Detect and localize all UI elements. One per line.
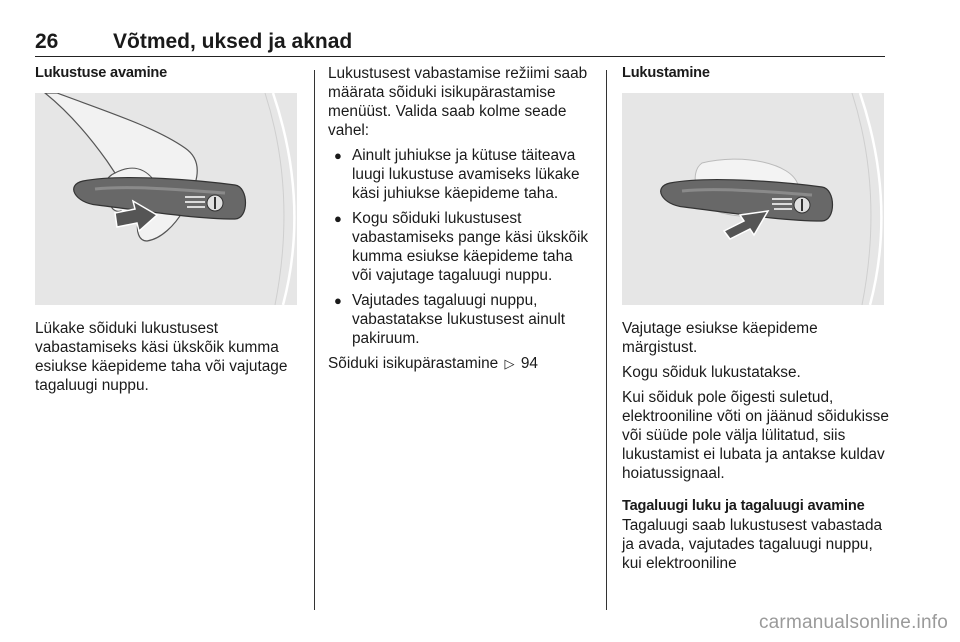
watermark: carmanualsonline.info [758,612,948,633]
paragraph: Tagaluugi saab lukustusest vabastada ja avada, vajutades tagaluugi nuppu, kui elektrooniline [622,517,883,572]
page-number: 26 [35,30,59,53]
paragraph: Kui sõiduk pole õigesti suletud, elektrooniline võti on jäänud sõidukisse või süüde pole välja lülitatud, siis lukustamist ei lubata ja antakse kuldav hoiatussignaal. [622,389,889,482]
column-unlock [35,64,303,401]
page-reference-icon: ▷ [504,356,515,371]
figure-caption: Lükake sõiduki lukustusest vabastamiseks käsi ükskõik kumma esiukse käepideme taha või vajutage tagaluugi nuppu. [35,320,288,394]
section-heading-unlock: Lukustuse avamine [35,65,168,81]
header-rule [35,56,885,57]
door-handle-illustration [622,93,884,305]
figure-press-handle [622,93,884,305]
intro-paragraph: Lukustusest vabastamise režiimi saab määrata sõiduki isikupärastamise menüüst. Valida saab kolme seade vahel: [328,65,588,139]
page-header [35,30,885,54]
column-divider [314,70,315,610]
page-title: Võtmed, uksed ja aknad [113,30,353,53]
figure-hand-behind-handle [35,93,297,305]
door-handle-illustration [35,93,297,305]
column-locking [622,64,890,579]
section-heading-tailgate: Tagaluugi luku ja tagaluugi avamine [622,498,865,514]
column-unlock-modes [328,64,596,379]
list-item: ● Ainult juhiukse ja kütuse täiteava luugi lukustuse avamiseks lükake käsi juhiukse käepideme taha. [334,147,580,202]
paragraph: Kogu sõiduk lukustatakse. [622,364,801,381]
column-divider [606,70,607,610]
list-item: ● Vajutades tagaluugi nuppu, vabastatakse lukustusest ainult pakiruum. [334,292,566,347]
list-item: ● Kogu sõiduki lukustusest vabastamiseks pange käsi ükskõik kumma esiukse käepideme taha või vajutage tagaluugi nuppu. [334,210,589,284]
section-heading-locking: Lukustamine [622,65,710,81]
figure-caption: Vajutage esiukse käepideme märgistust. [622,320,818,356]
unlock-mode-list [328,146,596,348]
cross-reference[interactable]: Sõiduki isikupärastamine ▷ 94 [328,355,538,372]
